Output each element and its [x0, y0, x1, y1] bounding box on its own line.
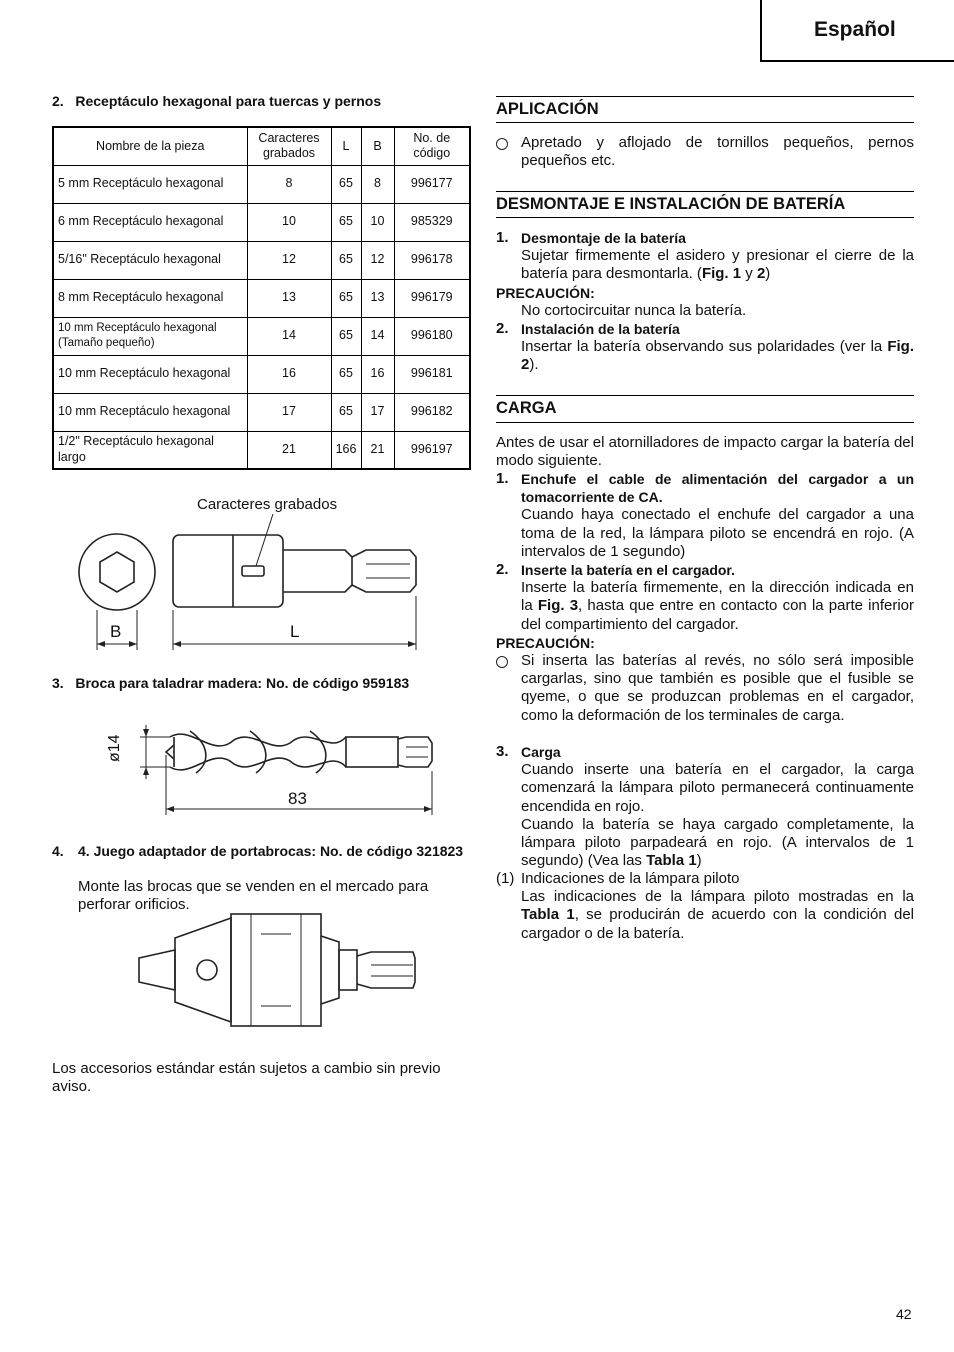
carga-step2-text: Inserte la batería firmemente, en la dirección indicada en la Fig. 3, hasta que entre en contacto con la parte inferior del compartimiento del cargador. [521, 579, 915, 633]
header-cell: L [331, 127, 361, 165]
header-cell: No. de código [394, 127, 470, 165]
cell: 996177 [394, 165, 470, 203]
cell: 21 [247, 431, 331, 469]
cell: 996179 [394, 279, 470, 317]
table-row [53, 203, 470, 241]
cell: 65 [331, 279, 361, 317]
table-row [53, 241, 470, 279]
header-cell: B [361, 127, 394, 165]
desmontaje-prec-text [496, 302, 914, 320]
cell: 65 [331, 393, 361, 431]
dim-label-b: B [110, 622, 122, 641]
item3-title: 3. Broca para taladrar madera: No. de código 959183 [52, 675, 410, 691]
carga-step3 [496, 743, 914, 870]
cell: 12 [247, 241, 331, 279]
cell: 65 [331, 203, 361, 241]
cell: 6 mm Receptáculo hexagonal [53, 203, 247, 241]
carga-step1 [496, 470, 914, 561]
cell: 12 [361, 241, 394, 279]
step2-text: Insertar la batería observando sus polaridades (ver la Fig. 2). [521, 338, 914, 374]
item2-title: 2. Receptáculo hexagonal para tuercas y pernos [52, 93, 382, 109]
hex-opening [100, 552, 134, 592]
wood-bit-figure [100, 715, 440, 825]
cell: 16 [247, 355, 331, 393]
carga-step3-text1: Cuando inserte una batería en el cargador, la carga comenzará la lámpara piloto permanecerá continuamente encendida en rojo. [521, 761, 914, 815]
step1-text: Sujetar firmemente el asidero y presionar el cierre de la batería para desmontarla. (Fig. 1 y 2) [521, 247, 914, 283]
desmontaje-step2 [496, 320, 914, 375]
engraved-caption: Caracteres grabados [197, 496, 338, 513]
hex-socket-figure [70, 514, 430, 659]
sub-number: (1) [496, 870, 515, 887]
cell: 996178 [394, 241, 470, 279]
item4-title-wrap: 4. 4. Juego adaptador de portabrocas: No. de código 321823 [52, 842, 470, 860]
step-number: 2. [496, 561, 509, 578]
cell: 65 [331, 317, 361, 355]
circle-bullet-icon [496, 138, 508, 150]
dim-label-l: L [290, 622, 300, 641]
carga-step3-title: Carga [521, 744, 561, 760]
desmontaje-precaucion: PRECAUCIÓN: [496, 285, 595, 301]
step-number: 3. [496, 743, 509, 760]
length-label: 83 [288, 789, 307, 808]
socket-end-circle [79, 534, 155, 610]
cell: 65 [331, 165, 361, 203]
aplicacion-heading: APLICACIÓN [496, 96, 914, 123]
footer-note: Los accesorios estándar están sujetos a cambio sin previo aviso. [52, 1060, 441, 1096]
cell: 10 mm Receptáculo hexagonal [53, 393, 247, 431]
cell: 985329 [394, 203, 470, 241]
cell: 166 [331, 431, 361, 469]
header-cell: Nombre de la pieza [53, 127, 247, 165]
step2-title: Instalación de la batería [521, 321, 680, 337]
carga-step1-title: Enchufe el cable de alimentación del cargador a un tomacorriente de CA. [521, 471, 914, 506]
cell: 996181 [394, 355, 470, 393]
cell: 5 mm Receptáculo hexagonal [53, 165, 247, 203]
engraved-mark [242, 566, 264, 576]
cell: 16 [361, 355, 394, 393]
cell: 1/2" Receptáculo hexagonal largo [53, 431, 247, 469]
aplicacion-text: Apretado y aflojado de tornillos pequeños, pernos pequeños etc. [521, 134, 914, 170]
item4-title: 4. Juego adaptador de portabrocas: No. de código 321823 [78, 843, 464, 859]
parts-table [52, 126, 471, 470]
table-header-row [53, 127, 470, 165]
table-row [53, 317, 470, 355]
language-label: Español [814, 18, 896, 41]
cell: 8 mm Receptáculo hexagonal [53, 279, 247, 317]
table-row [53, 431, 470, 469]
carga-step3-text2: Cuando la batería se haya cargado completamente, la lámpara piloto parpadeará en rojo. (A intervalos de 1 segundo) (Vea las Tabla 1) [521, 815, 914, 870]
desmontaje-heading: DESMONTAJE E INSTALACIÓN DE BATERÍA [496, 191, 914, 218]
cell: 13 [247, 279, 331, 317]
diameter-label: ø14 [106, 734, 123, 762]
carga-intro: Antes de usar el atornilladores de impacto cargar la batería del modo siguiente. [496, 434, 914, 470]
cell: 21 [361, 431, 394, 469]
carga-prec-item [496, 652, 914, 725]
table-row [53, 393, 470, 431]
table-row [53, 355, 470, 393]
language-tab [760, 0, 954, 62]
carga-heading: CARGA [496, 395, 914, 423]
cell: 996180 [394, 317, 470, 355]
cell: 10 mm Receptáculo hexagonal [53, 355, 247, 393]
table-row [53, 279, 470, 317]
cell: 996197 [394, 431, 470, 469]
prec-text: No cortocircuitar nunca la batería. [521, 302, 747, 319]
cell: 65 [331, 355, 361, 393]
cell: 996182 [394, 393, 470, 431]
carga-step2-title: Inserte la batería en el cargador. [521, 562, 735, 578]
desmontaje-step1 [496, 229, 914, 284]
carga-precaucion: PRECAUCIÓN: [496, 635, 595, 651]
step-number: 1. [496, 470, 509, 487]
header-cell: Caracteres grabados [247, 127, 331, 165]
carga-step2 [496, 561, 914, 634]
carga-step1-text: Cuando haya conectado el enchufe del cargador a una toma de la red, la lámpara piloto se encendrá en rojo. (A intervalos de 1 segundo) [521, 506, 914, 560]
cell: 13 [361, 279, 394, 317]
table-row [53, 165, 470, 203]
chuck-adapter-figure [135, 910, 420, 1030]
cell: 65 [331, 241, 361, 279]
cell: 17 [361, 393, 394, 431]
cell: 14 [361, 317, 394, 355]
cell: 5/16" Receptáculo hexagonal [53, 241, 247, 279]
cell: 10 [247, 203, 331, 241]
item4-text: Monte las brocas que se venden en el mercado para perforar orificios. [78, 878, 429, 914]
cell: 10 mm Receptáculo hexagonal (Tamaño pequeño) [53, 317, 247, 355]
cell: 17 [247, 393, 331, 431]
carga-sub1 [496, 870, 914, 943]
step1-title: Desmontaje de la batería [521, 230, 686, 246]
step-number: 2. [496, 320, 509, 337]
page-number: 42 [896, 1306, 912, 1322]
cell: 14 [247, 317, 331, 355]
step-number: 1. [496, 229, 509, 246]
circle-bullet-icon [496, 656, 508, 668]
sub1-text: Las indicaciones de la lámpara piloto mostradas en la Tabla 1, se producirán de acuerdo con la condición del cargador o de la batería. [521, 888, 915, 942]
aplicacion-item [496, 134, 914, 170]
sub1-title: Indicaciones de la lámpara piloto [521, 870, 740, 887]
cell: 8 [361, 165, 394, 203]
cell: 8 [247, 165, 331, 203]
cell: 10 [361, 203, 394, 241]
socket-body [173, 535, 283, 607]
carga-prec-text: Si inserta las baterías al revés, no sólo será imposible cargarlas, sino que también es posible que el fusible se qyeme, o que se produzcan problemas en el cargador, como la deformación de los terminales de carga. [521, 652, 914, 724]
